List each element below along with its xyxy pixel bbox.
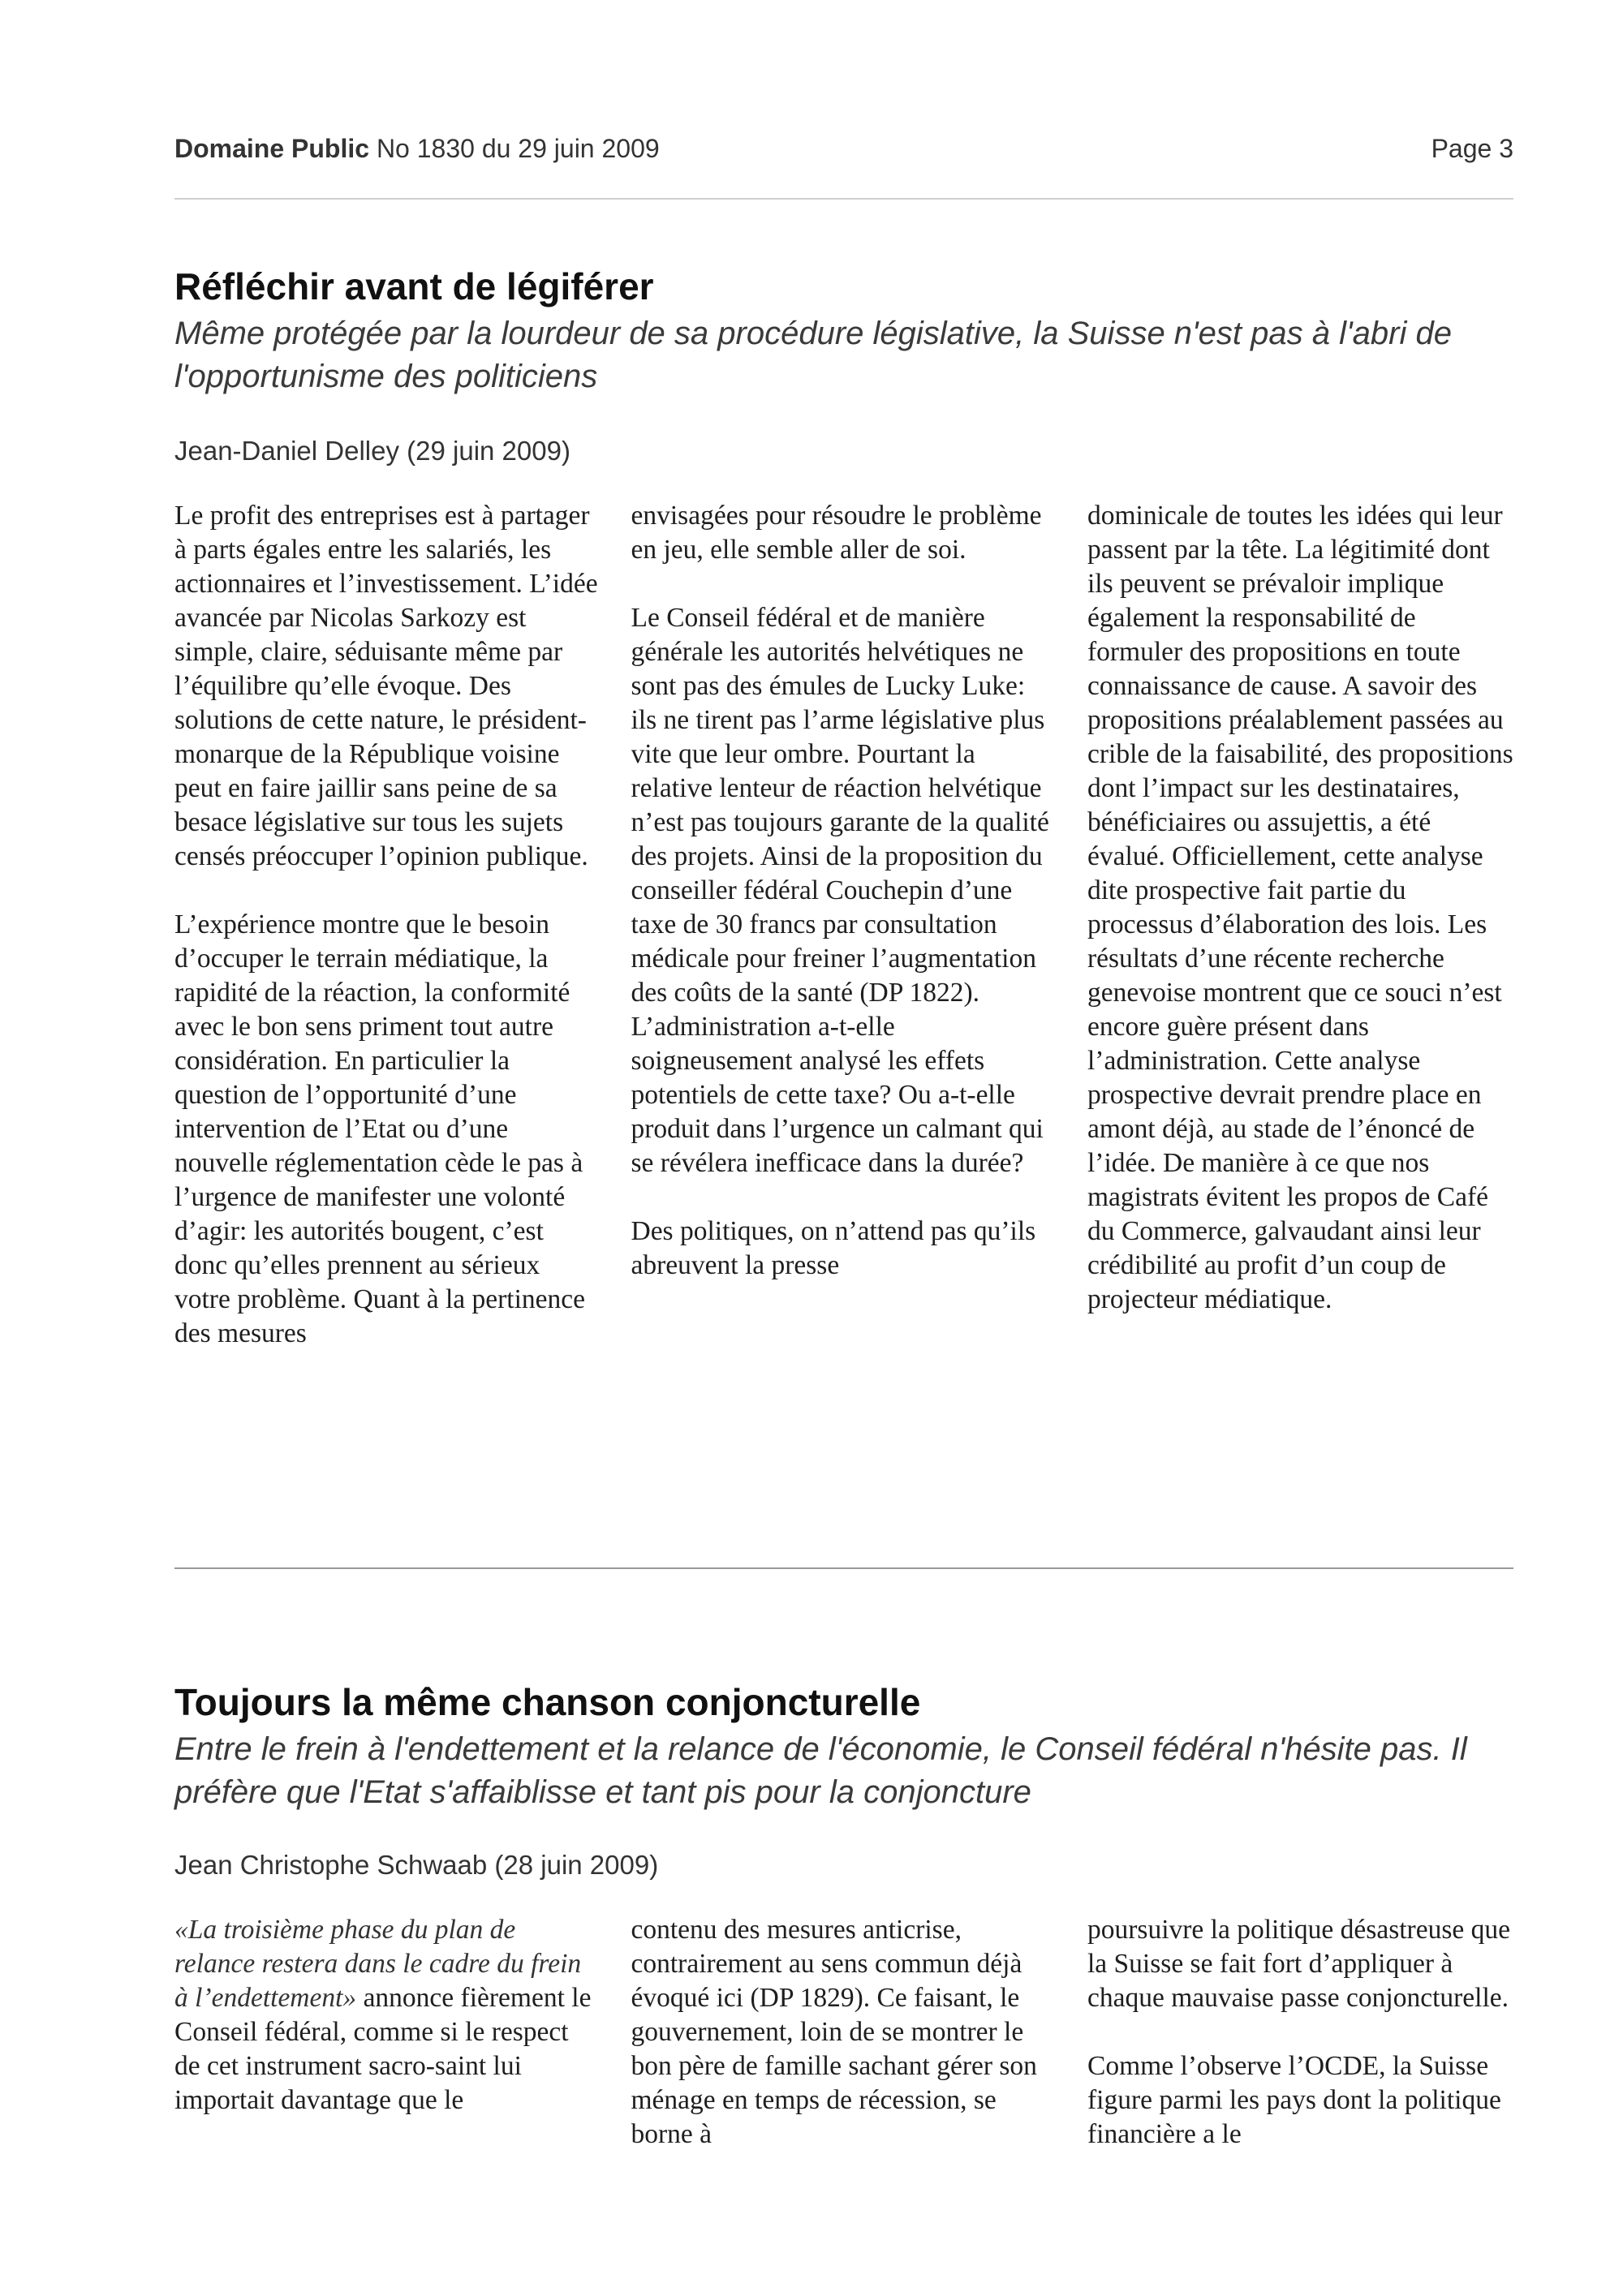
page-number: Page 3 — [1431, 134, 1513, 163]
page-header — [174, 134, 1513, 166]
article-title: Toujours la même chanson conjoncturelle — [174, 1681, 921, 1723]
article-lead: Même protégée par la lourdeur de sa procédure législative, la Suisse n'est pas à l'abri de l'opportunisme des politiciens — [174, 316, 1452, 394]
paragraph: Le profit des entreprises est à partager à parts égales entre les salariés, les actionnaires et l’investissement. L’idée avancée par Nicolas Sarkozy est simple, claire, séduisante même par l’équilibre qu’elle évoque. Des solutions de cette nature, le président-monarque de la République voisine peut en faire jaillir sans peine de sa besace législative sur tous les sujets censés préoccuper l’opinion publique. — [174, 501, 598, 871]
column-1 — [174, 499, 601, 1351]
article-columns — [174, 1913, 1513, 2152]
article-title: Réfléchir avant de légiférer — [174, 265, 654, 307]
paragraph — [174, 1913, 601, 2118]
article-divider — [174, 1567, 1513, 1569]
paragraph-text: annonce fièrement le Conseil fédéral, comme si le respect de cet instrument sacro-saint lui importait davantage que le — [174, 1983, 592, 2115]
header-divider — [174, 198, 1513, 200]
article-lead: Entre le frein à l'endettement et la relance de l'économie, le Conseil fédéral n'hésite pas. Il préfère que l'Etat s'affaiblisse et tant pis pour la conjoncture — [174, 1731, 1467, 1810]
column-3 — [1087, 499, 1513, 1351]
column-2 — [631, 499, 1057, 1351]
article-columns — [174, 499, 1513, 1351]
paragraph: contenu des mesures anticrise, contrairement au sens commun déjà évoqué ici (DP 1829). Ce faisant, le gouvernement, loin de se montrer le bon père de famille sachant gérer son ménage en temps de récession, se borne à — [631, 1915, 1037, 2149]
paragraph: envisagées pour résoudre le problème en jeu, elle semble aller de soi. — [631, 501, 1042, 565]
paragraph: Le Conseil fédéral et de manière générale les autorités helvétiques ne sont pas des émules de Lucky Luke: ils ne tirent pas l’arme législative plus vite que leur ombre. Pourtant la relative lenteur de réaction helvétique n’est pas toujours garante de la qualité des projets. Ainsi de la proposition du conseiller fédéral Couchepin d’une taxe de 30 francs par consultation médicale pour freiner l’augmentation des coûts de la santé (DP 1822). L’administration a-t-elle soigneusement analysé les effets potentiels de cette taxe? Ou a-t-elle produit dans l’urgence un calmant qui se révélera inefficace dans la durée? — [631, 603, 1049, 1178]
column-3 — [1087, 1913, 1513, 2152]
paragraph: L’expérience montre que le besoin d’occuper le terrain médiatique, la rapidité de la réaction, la conformité avec le bon sens priment tout autre considération. En particulier la question de l’opportunité d’une intervention de l’Etat ou d’une nouvelle réglementation cède le pas à l’urgence de manifester une volonté d’agir: les autorités bougent, c’est donc qu’elles prennent au sérieux votre problème. Quant à la pertinence des mesures — [174, 909, 586, 1348]
column-1 — [174, 1913, 601, 2152]
paragraph: Comme l’observe l’OCDE, la Suisse figure parmi les pays dont la politique financière a le — [1087, 2051, 1501, 2149]
issue-info: No 1830 du 29 juin 2009 — [376, 134, 660, 163]
paragraph: poursuivre la politique désastreuse que la Suisse se fait fort d’appliquer à chaque mauvaise passe conjoncturelle. — [1087, 1915, 1510, 2013]
article-2 — [174, 1679, 1513, 2149]
article-byline: Jean-Daniel Delley (29 juin 2009) — [174, 436, 570, 466]
column-2 — [631, 1913, 1057, 2152]
paragraph: dominicale de toutes les idées qui leur passent par la tête. La légitimité dont ils peuvent se prévaloir implique également la responsabilité de formuler des propositions en toute connaissance de cause. A savoir des propositions préalablement passées au crible de la faisabilité, des propositions dont l’impact sur les destinataires, bénéficiaires ou assujettis, a été évalué. Officiellement, cette analyse dite prospective fait partie du processus d’élaboration des lois. Les résultats d’une récente recherche genevoise montrent que ce souci n’est encore guère présent dans l’administration. Cette analyse prospective devrait prendre place en amont déjà, au stade de l’énoncé de l’idée. De manière à ce que nos magistrats évitent les propos de Café du Commerce, galvaudant ainsi leur crédibilité au profit d’un coup de projecteur médiatique. — [1087, 501, 1513, 1314]
quotation: «La troisième phase du plan de relance restera dans le cadre du frein à l’endettement» — [174, 1915, 582, 2013]
publication-name: Domaine Public — [174, 134, 370, 163]
paragraph: Des politiques, on n’attend pas qu’ils abreuvent la presse — [631, 1216, 1036, 1280]
article-byline: Jean Christophe Schwaab (28 juin 2009) — [174, 1850, 659, 1880]
article-1 — [174, 264, 1513, 1348]
